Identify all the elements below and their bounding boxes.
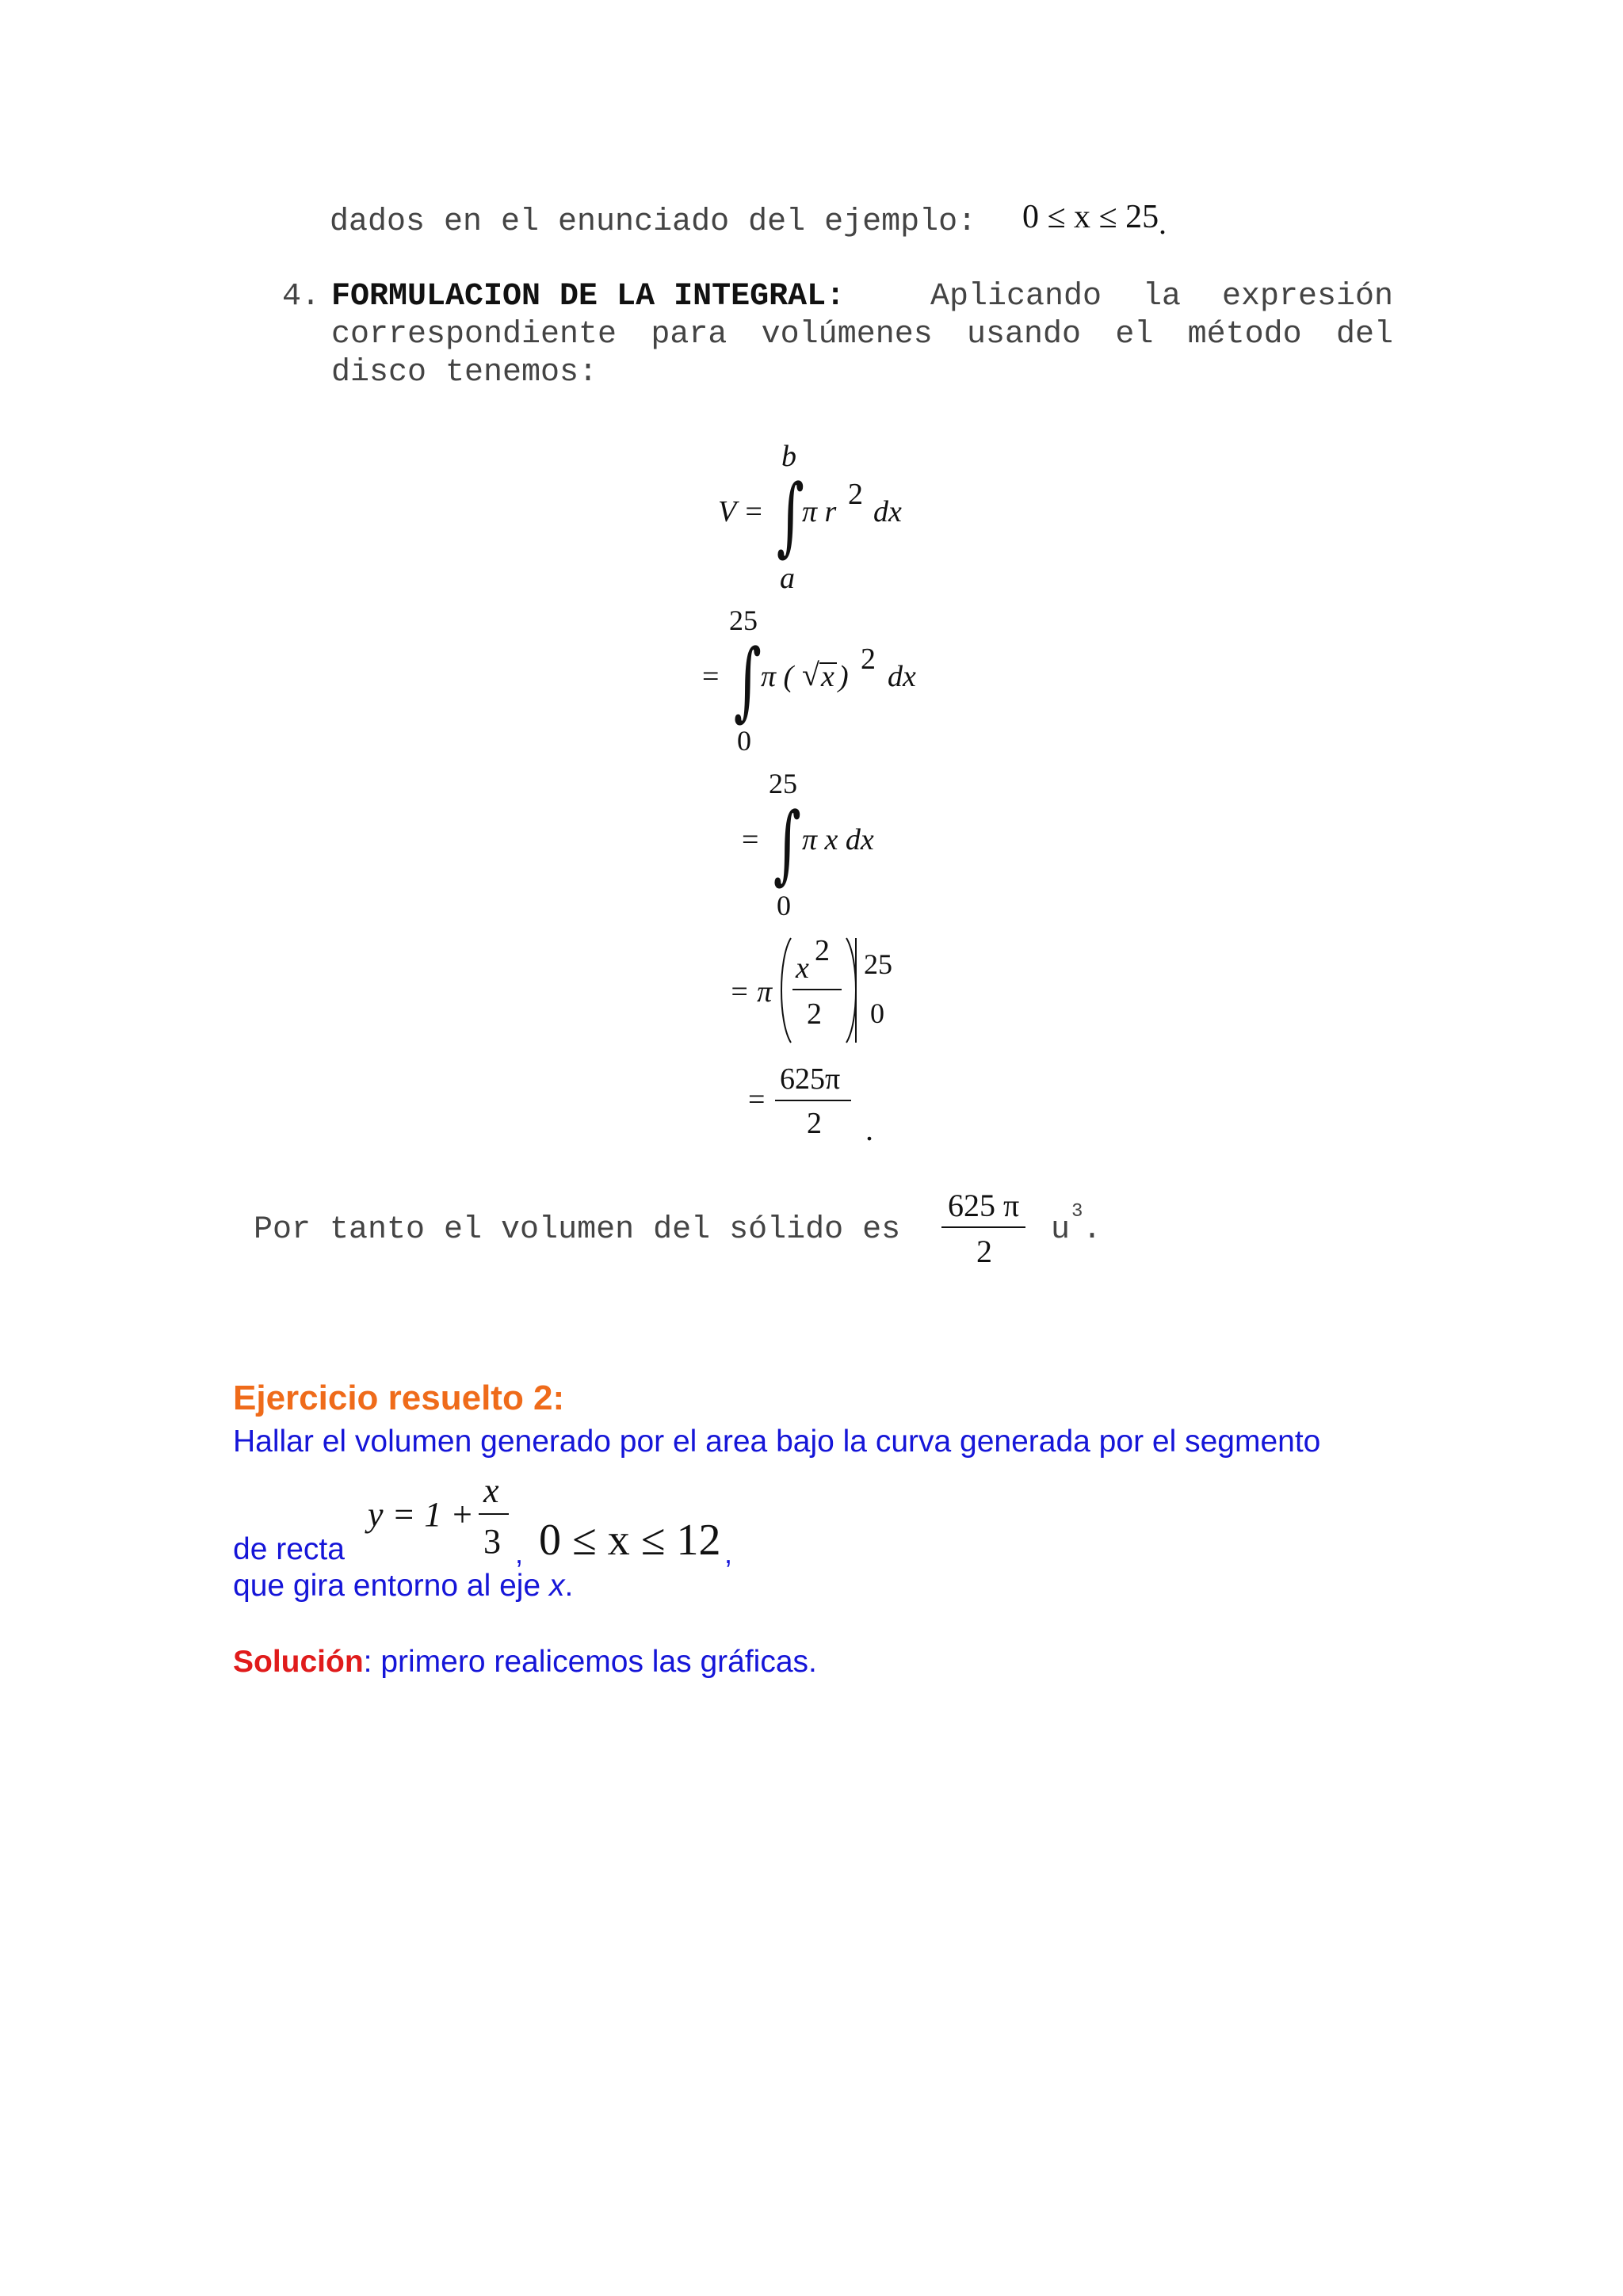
solution-label: Solución: [233, 1645, 364, 1679]
eq3-upper: 25: [769, 768, 797, 799]
eq3-lhs: =: [742, 823, 759, 856]
func-num: x: [483, 1471, 499, 1510]
eq1-lower: a: [780, 562, 795, 595]
eq1-integral-sign: ∫: [777, 467, 804, 566]
eq5-fraction-bar: [775, 1100, 851, 1101]
conclusion-fraction-bar: [941, 1226, 1025, 1228]
eq1-integrand: π r: [802, 495, 837, 528]
conclusion-num: 625 π: [948, 1188, 1020, 1223]
eq2-lower: 0: [737, 725, 751, 757]
eq5-period: .: [865, 1112, 873, 1147]
eq2-radicand: x: [821, 660, 834, 693]
intro-text: dados en el enunciado del ejemplo:: [330, 204, 977, 240]
eq5-lhs: =: [748, 1083, 766, 1116]
eq1-upper: b: [781, 440, 796, 473]
func-lhs: y = 1 +: [368, 1495, 474, 1534]
eq3-integral-sign: ∫: [773, 795, 801, 894]
exercise-statement: Hallar el volumen generado por el area bajo la curva generada por el segmento: [233, 1425, 1321, 1459]
comma-1: ,: [515, 1537, 524, 1569]
solution-text: : primero realicemos las gráficas.: [363, 1645, 817, 1679]
eq2-integrand-post: ): [838, 660, 849, 693]
eq1-lhs: V =: [718, 495, 764, 528]
func-den: 3: [483, 1522, 501, 1561]
eq2-dx: dx: [888, 660, 916, 693]
eq4-den: 2: [807, 997, 822, 1031]
func-fraction-bar: [479, 1513, 509, 1515]
step-line3: disco tenemos:: [331, 355, 598, 391]
step-number: 4.: [282, 279, 321, 315]
eq4-num-exp: 2: [815, 934, 830, 967]
step-heading: FORMULACION DE LA INTEGRAL:: [331, 279, 846, 315]
solution-line: [233, 1645, 817, 1680]
eq4-lower: 0: [870, 997, 884, 1029]
conclusion-period: .: [1083, 1212, 1102, 1248]
conclusion-text: Por tanto el volumen del sólido es: [254, 1212, 901, 1248]
eq1-dx: dx: [873, 495, 902, 528]
eq2-lhs: =: [702, 660, 720, 693]
step-line1-rest: Aplicando la expresión: [930, 279, 1393, 315]
eq5-num: 625π: [780, 1062, 841, 1096]
eq2-integral-sign: ∫: [734, 631, 762, 730]
eq4-num-base: x: [796, 952, 809, 985]
eq3-integrand: π x dx: [802, 823, 874, 856]
eq4-upper: 25: [864, 948, 892, 980]
conclusion-unit: u: [1051, 1212, 1071, 1248]
intro-range: 0 ≤ x ≤ 25: [1022, 199, 1159, 235]
eq2-upper: 25: [729, 605, 758, 636]
step-line2: correspondiente para volúmenes usando el método del: [331, 317, 1393, 353]
comma-2: ,: [724, 1537, 733, 1569]
eq4-lhs: = π: [729, 975, 773, 1009]
eq2-sqrt-icon: √: [802, 657, 819, 692]
axis-statement: que gira entorno al eje x.: [233, 1569, 574, 1603]
intro-period: .: [1159, 205, 1167, 241]
conclusion-unit-exp: 3: [1071, 1201, 1083, 1222]
exercise-title: Ejercicio resuelto 2:: [233, 1379, 565, 1417]
de-recta-label: de recta: [233, 1532, 345, 1566]
conclusion-den: 2: [976, 1234, 992, 1269]
eq4-fraction-bar: [792, 989, 842, 990]
eq2-exp: 2: [861, 643, 876, 676]
eq1-exp: 2: [848, 478, 863, 511]
eq3-lower: 0: [777, 890, 791, 921]
domain-range: 0 ≤ x ≤ 12: [539, 1516, 721, 1565]
eq2-integrand-pre: π (: [761, 660, 794, 693]
eq5-den: 2: [807, 1107, 822, 1140]
